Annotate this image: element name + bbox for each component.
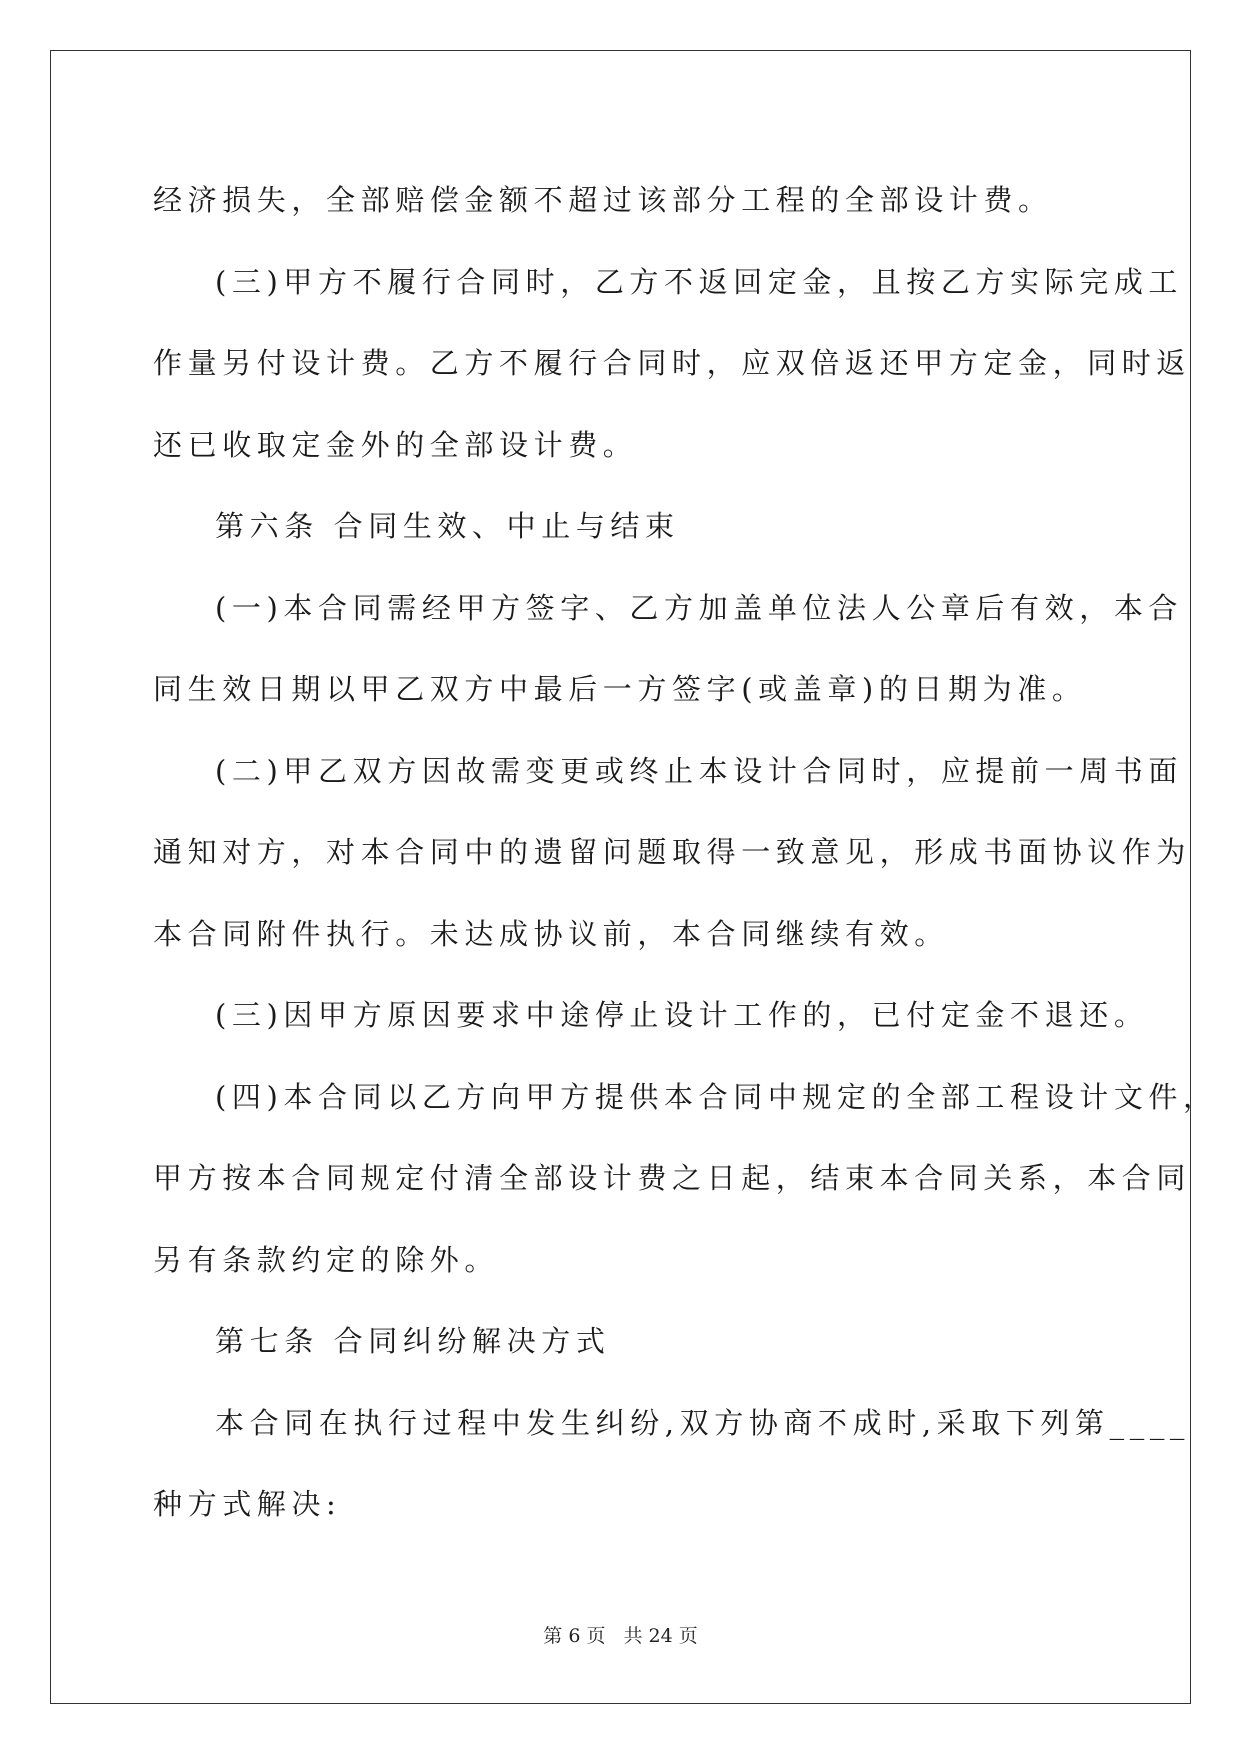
paragraph-line: 作量另付设计费。乙方不履行合同时，应双倍返还甲方定金，同时返 bbox=[153, 346, 1192, 380]
paragraph-line: 本合同在执行过程中发生纠纷,双方协商不成时,采取下列第____ bbox=[215, 1405, 1191, 1440]
paragraph-line: 另有条款约定的除外。 bbox=[153, 1242, 500, 1277]
paragraph-line: (二)甲乙双方因故需变更或终止本设计合同时，应提前一周书面 bbox=[215, 753, 1184, 788]
paragraph-line: 甲方按本合同规定付清全部设计费之日起，结束本合同关系，本合同 bbox=[153, 1161, 1192, 1195]
document-body bbox=[153, 160, 1218, 1546]
page-total: 共 24 页 bbox=[623, 1625, 698, 1647]
page-number: 第 6 页 bbox=[543, 1625, 606, 1647]
paragraph-line: 通知对方，对本合同中的遗留问题取得一致意见，形成书面协议作为 bbox=[153, 835, 1192, 869]
paragraph-line: 种方式解决: bbox=[153, 1487, 342, 1521]
paragraph-line: 同生效日期以甲乙双方中最后一方签字(或盖章)的日期为准。 bbox=[153, 672, 1087, 706]
section-heading: 第七条 合同纠纷解决方式 bbox=[215, 1324, 611, 1358]
paragraph-line: (三)因甲方原因要求中途停止设计工作的，已付定金不退还。 bbox=[215, 998, 1149, 1032]
section-heading: 第六条 合同生效、中止与结束 bbox=[215, 509, 680, 543]
paragraph-line: (一)本合同需经甲方签字、乙方加盖单位法人公章后有效，本合 bbox=[215, 590, 1184, 625]
page-footer bbox=[0, 1621, 1241, 1648]
paragraph-line: 经济损失，全部赔偿金额不超过该部分工程的全部设计费。 bbox=[153, 183, 1053, 217]
paragraph-line: (三)甲方不履行合同时，乙方不返回定金，且按乙方实际完成工 bbox=[215, 264, 1184, 299]
paragraph-line: (四)本合同以乙方向甲方提供本合同中规定的全部工程设计文件， bbox=[215, 1079, 1218, 1114]
paragraph-line: 本合同附件执行。未达成协议前，本合同继续有效。 bbox=[153, 916, 949, 951]
paragraph-line: 还已收取定金外的全部设计费。 bbox=[153, 427, 638, 462]
